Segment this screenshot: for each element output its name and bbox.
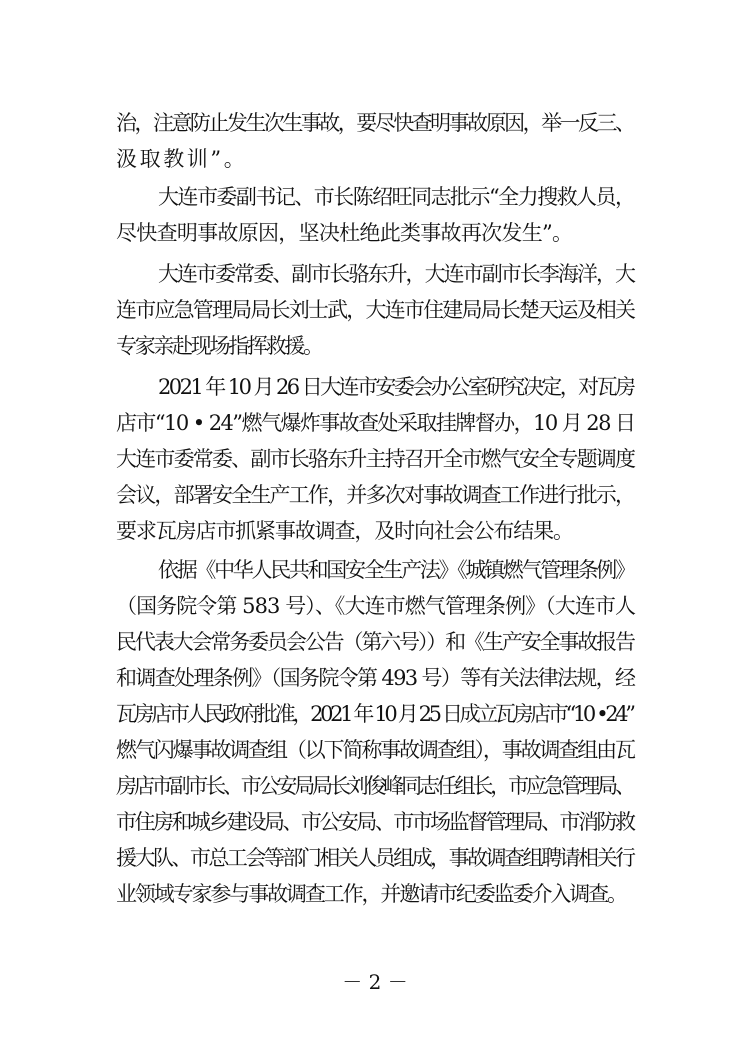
text-line: 房店市副市长、市公安局局长刘俊峰同志任组长，市应急管理局、 (116, 774, 633, 798)
text-line: 店市“10 • 24”燃气爆炸事故查处采取挂牌督办，10 月 28 日 (116, 411, 635, 435)
text-line: 要求瓦房店市抓紧事故调查，及时向社会公布结果。 (116, 519, 573, 543)
text-line: 会议，部署安全生产工作，并多次对事故调查工作进行批示， (116, 483, 635, 507)
text-line: （国务院令第 583 号）、《大连市燃气管理条例》（大连市人 (116, 594, 636, 618)
text-line: 专家亲赴现场指挥救援。 (116, 334, 322, 358)
text-line: 汲取教训”。 (116, 147, 248, 171)
text-line: 援大队、市总工会等部门相关人员组成，事故调查组聘请相关行 (116, 846, 634, 870)
text-line: 市住房和城乡建设局、市公安局、市市场监督管理局、市消防救 (116, 810, 634, 834)
text-line: 大连市委副书记、市长陈绍旺同志批示“全力搜救人员， (158, 185, 635, 209)
text-line: 大连市委常委、副市长骆东升主持召开全市燃气安全专题调度 (116, 447, 635, 471)
text-line: 业领域专家参与事故调查工作，并邀请市纪委监委介入调查。 (116, 882, 626, 906)
text-line: 民代表大会常务委员会公告（第六号））和《生产安全事故报告 (116, 630, 634, 654)
text-line: 治，注意防止发生次生事故，要尽快查明事故原因，举一反三、 (116, 111, 634, 135)
text-line: 2021 年 10 月 26 日大连市安委会办公室研究决定，对瓦房 (158, 375, 634, 399)
page-number: － 2 － (342, 970, 408, 994)
text-line: 燃气闪爆事故调查组（以下简称事故调查组），事故调查组由瓦 (116, 738, 634, 762)
text-line: 大连市委常委、副市长骆东升，大连市副市长李海洋，大 (158, 262, 635, 286)
text-line: 依据《中华人民共和国安全生产法》《城镇燃气管理条例》 (158, 558, 634, 582)
text-line: 连市应急管理局局长刘士武，大连市住建局局长楚天运及相关 (116, 298, 635, 322)
text-line: 和调查处理条例》（国务院令第 493 号）等有关法律法规，经 (116, 666, 635, 690)
text-line: 瓦房店市人民政府批准，2021 年 10 月 25 日成立瓦房店市“10 •24” (116, 702, 633, 726)
text-line: 尽快查明事故原因，坚决杜绝此类事故再次发生”。 (116, 221, 573, 245)
